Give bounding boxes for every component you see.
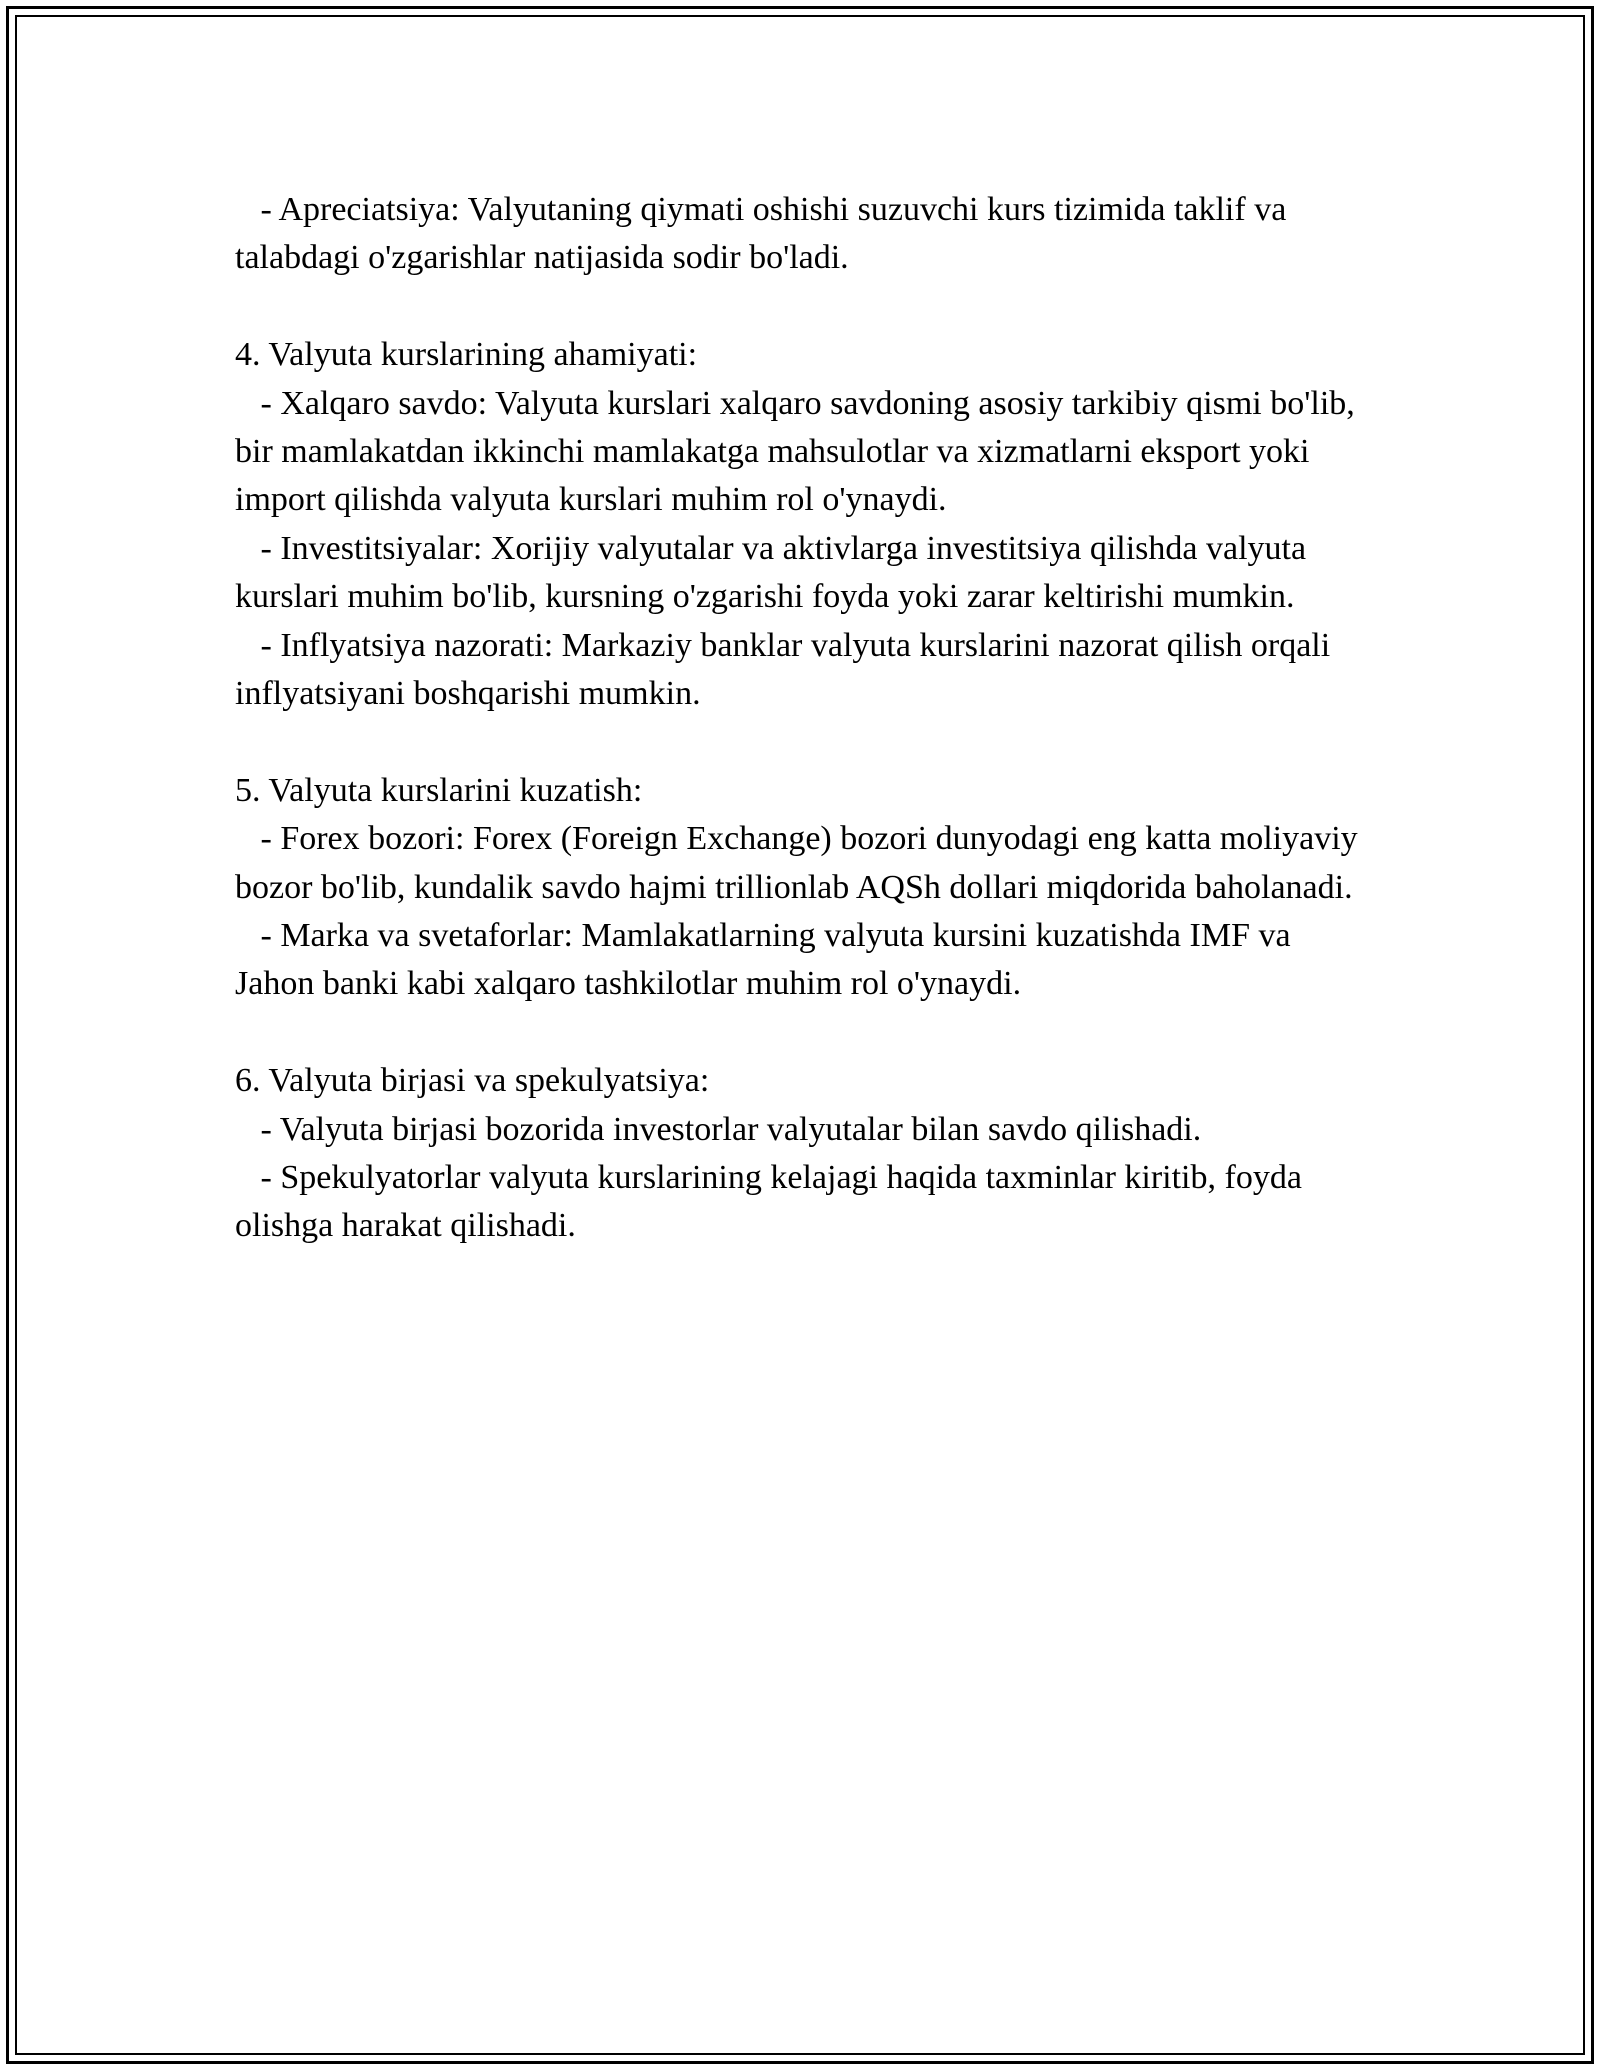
section-heading-5: 5. Valyuta kurslarini kuzatish: [235,771,643,809]
paragraph-gap [235,1009,1365,1057]
paragraph-valyuta-birjasi: - Valyuta birjasi bozorida investorlar valyutalar bilan savdo qilishadi. [235,1110,1202,1148]
paragraph-gap [235,283,1365,331]
paragraph-apreciatsiya: - Apreciatsiya: Valyutaning qiymati oshishi suzuvchi kurs tizimida taklif va talabdagi o'zgarishlar natijasida sodir bo'ladi. [235,191,1295,277]
paragraph-inflyatsiya-nazorati: - Inflyatsiya nazorati: Markaziy banklar valyuta kurslarini nazorat qilish orqali inflyatsiyani boshqarishi mumkin. [235,626,1339,713]
document-body [235,186,1365,1251]
section-heading-6: 6. Valyuta birjasi va spekulyatsiya: [235,1062,710,1100]
paragraph-marka-va-svetaforlar: - Marka va svetaforlar: Mamlakatlarning valyuta kursini kuzatishda IMF va Jahon banki kabi xalqaro tashkilotlar muhim rol o'ynaydi. [235,917,1300,1003]
paragraph-investitsiyalar: - Investitsiyalar: Xorijiy valyutalar va aktivlarga investitsiya qilishda valyuta kurslari muhim bo'lib, kursning o'zgarishi foyda yoki zarar keltirishi mumkin. [235,529,1315,616]
paragraph-spekulyatorlar: - Spekulyatorlar valyuta kurslarining kelajagi haqida taxminlar kiritib, foyda olishga harakat qilishadi. [235,1159,1311,1245]
paragraph-xalqaro-savdo: - Xalqaro savdo: Valyuta kurslari xalqaro savdoning asosiy tarkibiy qismi bo'lib, bir mamlakatdan ikkinchi mamlakatga mahsulotlar va xizmatlarni eksport yoki import qilishda valyuta kurslari muhim rol o'ynaydi. [235,384,1364,519]
paragraph-forex-bozori: - Forex bozori: Forex (Foreign Exchange) bozori dunyodagi eng katta moliyaviy bozor bo'lib, kundalik savdo hajmi trillionlab AQSh dollari miqdorida baholanadi. [235,820,1367,906]
section-heading-4: 4. Valyuta kurslarining ahamiyati: [235,336,698,374]
paragraph-gap [235,718,1365,766]
